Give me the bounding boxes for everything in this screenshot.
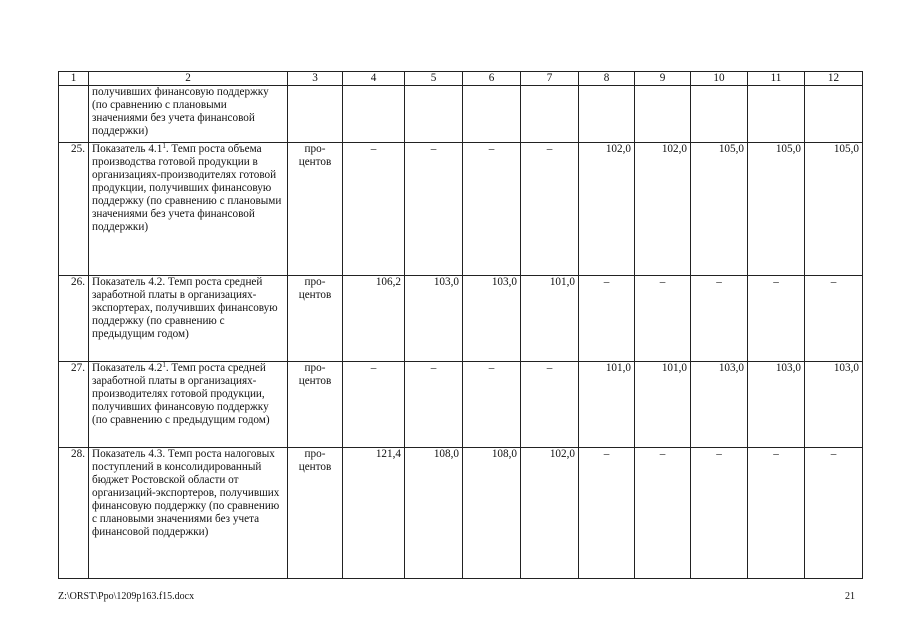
value-cell: – bbox=[405, 143, 463, 276]
value-cell: – bbox=[691, 276, 748, 362]
value-cell: 105,0 bbox=[691, 143, 748, 276]
unit-line-1: про- bbox=[304, 143, 326, 155]
value-cell: 121,4 bbox=[343, 448, 405, 579]
header-col-6: 6 bbox=[463, 72, 521, 86]
header-col-8: 8 bbox=[579, 72, 635, 86]
indicator-text-start: Показатель 4.2 bbox=[92, 362, 163, 374]
value-cell: – bbox=[463, 362, 521, 448]
value-cell: – bbox=[635, 448, 691, 579]
footnote-marker: 1 bbox=[162, 361, 166, 369]
value-cell: – bbox=[521, 143, 579, 276]
header-col-4: 4 bbox=[343, 72, 405, 86]
header-col-3: 3 bbox=[288, 72, 343, 86]
indicator-text bbox=[89, 448, 288, 579]
table-row bbox=[59, 362, 863, 448]
header-col-11: 11 bbox=[748, 72, 805, 86]
value-cell: 108,0 bbox=[463, 448, 521, 579]
header-col-12: 12 bbox=[805, 72, 863, 86]
indicator-text-start: Показатель 4.3. Темп роста налоговых поступлений в консолидированный бюджет Ростовской области от организаций-экспортеров, получивших финансовую поддержку (по сравнению с плановыми значениями без учета финансовой поддержки) bbox=[92, 448, 280, 538]
unit-cell bbox=[288, 143, 343, 276]
indicator-text-end: . Темп роста средней заработной платы в организациях-производителях готовой продукции, получивших финансовую поддержку (по сравнению с предыдущим годом) bbox=[92, 362, 270, 426]
value-cell: 101,0 bbox=[579, 362, 635, 448]
value-cell: – bbox=[691, 448, 748, 579]
header-col-5: 5 bbox=[405, 72, 463, 86]
value-cell: – bbox=[579, 448, 635, 579]
table-row bbox=[59, 448, 863, 579]
unit-cell bbox=[288, 276, 343, 362]
header-col-9: 9 bbox=[635, 72, 691, 86]
indicator-text bbox=[89, 276, 288, 362]
table-row bbox=[59, 143, 863, 276]
value-cell: – bbox=[748, 448, 805, 579]
value-cell: 102,0 bbox=[635, 143, 691, 276]
footer-file-path: Z:\ORST\Ppo\1209p163.f15.docx bbox=[58, 591, 195, 602]
value-cell: 102,0 bbox=[579, 143, 635, 276]
value-cell: 105,0 bbox=[748, 143, 805, 276]
value-cell: – bbox=[343, 362, 405, 448]
row-number: 28. bbox=[59, 448, 89, 579]
table-header-row bbox=[59, 72, 863, 86]
value-cell: 101,0 bbox=[521, 276, 579, 362]
value-cell: 103,0 bbox=[805, 362, 863, 448]
value-cell: 106,2 bbox=[343, 276, 405, 362]
row-number: 26. bbox=[59, 276, 89, 362]
value-cell: 103,0 bbox=[748, 362, 805, 448]
value-cell: 103,0 bbox=[463, 276, 521, 362]
value-cell: – bbox=[343, 143, 405, 276]
value-cell: 103,0 bbox=[405, 276, 463, 362]
value-cell: – bbox=[521, 362, 579, 448]
value-cell: 105,0 bbox=[805, 143, 863, 276]
indicator-text-end: . Темп роста объема производства готовой продукции в организациях-производителях готовой продукции, получивших финансовую поддержку (по сравнению с плановыми значениями без учета финансовой поддержки) bbox=[92, 143, 282, 233]
row-number: 25. bbox=[59, 143, 89, 276]
value-cell: – bbox=[805, 276, 863, 362]
unit-cell bbox=[288, 448, 343, 579]
value-cell: 108,0 bbox=[405, 448, 463, 579]
header-col-10: 10 bbox=[691, 72, 748, 86]
indicator-text-start: Показатель 4.2. Темп роста средней заработной платы в организациях-экспортерах, получивших финансовую поддержку (по сравнению с предыдущим годом) bbox=[92, 276, 278, 340]
value-cell: – bbox=[635, 276, 691, 362]
value-cell: – bbox=[748, 276, 805, 362]
unit-cell bbox=[288, 362, 343, 448]
value-cell: – bbox=[463, 143, 521, 276]
value-cell: 103,0 bbox=[691, 362, 748, 448]
indicator-text bbox=[89, 143, 288, 276]
header-col-7: 7 bbox=[521, 72, 579, 86]
unit-line-1: про- bbox=[304, 448, 326, 460]
footnote-marker: 1 bbox=[162, 142, 166, 150]
row-number bbox=[59, 86, 89, 143]
value-cell: – bbox=[805, 448, 863, 579]
value-cell: – bbox=[579, 276, 635, 362]
header-col-2: 2 bbox=[89, 72, 288, 86]
value-cell: 102,0 bbox=[521, 448, 579, 579]
indicator-text: получивших финансовую поддержку (по сравнению с плановыми значениями без учета финансовой поддержки) bbox=[89, 86, 288, 143]
header-col-1: 1 bbox=[59, 72, 89, 86]
unit-line-1: про- bbox=[304, 276, 326, 288]
unit-line-2: центов bbox=[298, 156, 332, 168]
page-number: 21 bbox=[845, 591, 855, 602]
indicators-table bbox=[58, 71, 863, 579]
unit-line-1: про- bbox=[304, 362, 326, 374]
indicator-text-start: Показатель 4.1 bbox=[92, 143, 163, 155]
value-cell: 101,0 bbox=[635, 362, 691, 448]
value-cell: – bbox=[405, 362, 463, 448]
indicator-text bbox=[89, 362, 288, 448]
row-number: 27. bbox=[59, 362, 89, 448]
table-row-continued bbox=[59, 86, 863, 143]
table-row bbox=[59, 276, 863, 362]
unit-line-2: центов bbox=[298, 289, 332, 301]
unit-line-2: центов bbox=[298, 461, 332, 473]
unit-line-2: центов bbox=[298, 375, 332, 387]
